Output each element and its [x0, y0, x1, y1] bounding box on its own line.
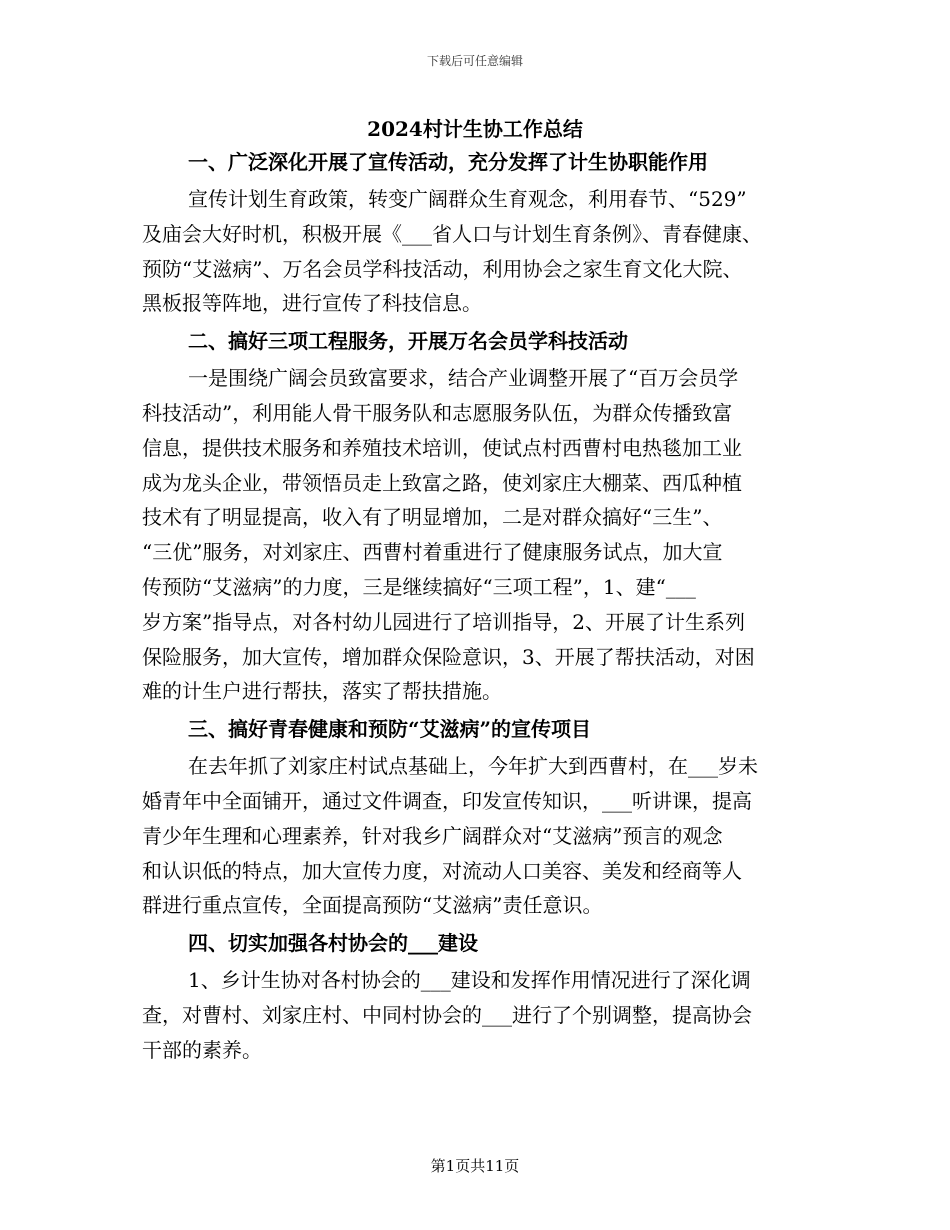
document-title: 2024村计生协工作总结: [367, 117, 583, 141]
paragraph-line: 信息，提供技术服务和养殖技术培训，使试点村西曹村电热毯加工业: [142, 435, 742, 460]
section-4-paragraph: [142, 963, 810, 1067]
page-header: 下载后可任意编辑: [426, 54, 523, 68]
paragraph-line: 青少年生理和心理素养，针对我乡广阔群众对“艾滋病”预言的观念: [142, 823, 723, 848]
section-3-heading: 三、搞好青春健康和预防“艾滋病”的宣传项目: [188, 717, 592, 742]
section-4-heading: 四、切实加强各村协会的___建设: [188, 931, 478, 956]
paragraph-line: 技术有了明显提高，收入有了明显增加，二是对群众搞好“三生”、: [142, 505, 723, 530]
paragraph-line: 岁方案”指导点，对各村幼儿园进行了培训指导，2、开展了计生系列: [142, 609, 745, 634]
paragraph-line: 在去年抓了刘家庄村试点基础上，今年扩大到西曹村，在___岁未: [188, 754, 758, 779]
section-3-paragraph: [142, 749, 810, 923]
paragraph-line: 群进行重点宣传，全面提高预防“艾滋病”责任意识。: [142, 893, 603, 918]
page-footer: 第1页共11页: [430, 1157, 520, 1175]
paragraph-line: 科技活动”，利用能人骨干服务队和志愿服务队伍，为群众传播致富: [142, 400, 733, 425]
paragraph-line: 传预防“艾滋病”的力度，三是继续搞好“三项工程”，1、建“___: [142, 574, 696, 599]
document-body: [142, 146, 810, 1072]
paragraph-line: 预防“艾滋病”、万名会员学科技活动，利用协会之家生育文化大院、: [142, 256, 743, 281]
paragraph-line: 及庙会大好时机，积极开展《___省人口与计划生育条例》、青春健康、: [142, 221, 762, 246]
paragraph-line: 一是围绕广阔会员致富要求，结合产业调整开展了“百万会员学: [188, 366, 739, 391]
section-2-paragraph: [142, 361, 810, 709]
paragraph-line: 难的计生户进行帮扶，落实了帮扶措施。: [142, 679, 502, 704]
paragraph-line: 保险服务，加大宣传，增加群众保险意识，3、开展了帮扶活动，对困: [142, 644, 755, 669]
section-1-paragraph: [142, 182, 810, 321]
paragraph-line: 和认识低的特点，加大宣传力度，对流动人口美容、美发和经商等人: [142, 858, 742, 883]
paragraph-line: 干部的素养。: [142, 1037, 262, 1062]
paragraph-line: 黑板报等阵地，进行宣传了科技信息。: [142, 291, 482, 316]
paragraph-line: 婚青年中全面铺开，通过文件调查，印发宣传知识，___听讲课，提高: [142, 788, 752, 813]
paragraph-line: 1、乡计生协对各村协会的___建设和发挥作用情况进行了深化调: [188, 968, 751, 993]
paragraph-line: 宣传计划生育政策，转变广阔群众生育观念，利用春节、“529”: [188, 187, 747, 211]
paragraph-line: 查，对曹村、刘家庄村、中同村协会的___进行了个别调整，提高协会: [142, 1002, 752, 1027]
paragraph-line: 成为龙头企业，带领悟员走上致富之路，使刘家庄大棚菜、西瓜种植: [142, 470, 742, 495]
paragraph-line: “三优”服务，对刘家庄、西曹村着重进行了健康服务试点，加大宣: [142, 540, 723, 565]
section-2-heading: 二、搞好三项工程服务，开展万名会员学科技活动: [188, 329, 628, 354]
section-1-heading: 一、广泛深化开展了宣传活动，充分发挥了计生协职能作用: [188, 150, 708, 174]
